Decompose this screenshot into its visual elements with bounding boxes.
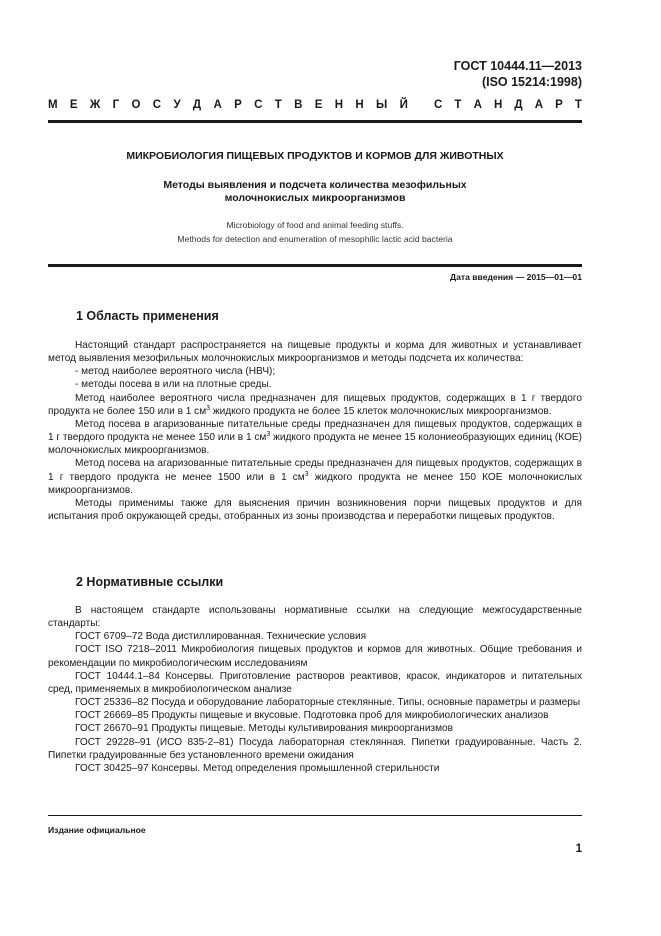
section-1-body <box>48 339 582 523</box>
footer-rule <box>48 815 582 816</box>
standard-type-word-1: М Е Ж Г О С У Д А Р С Т В Е Н Н Ы Й <box>48 99 408 111</box>
introduction-date: Дата введения — 2015—01—01 <box>449 272 582 282</box>
iso-reference: (ISO 15214:1998) <box>481 75 582 89</box>
paragraph: Метод посева в агаризованные питательные среды предназначен для пищевых продуктов, содержащих в 1 г твердого продукта не менее 150 или в 1 $см^3$ жидкого продукта не менее 15 колониеобразующих единиц (КОЕ) молочнокислых микроорганизмов. <box>48 418 583 457</box>
official-edition-label: Издание официальное <box>48 825 146 835</box>
paragraph: В настоящем стандарте использованы нормативные ссылки на следующие межгосударственные стандарты: <box>48 605 582 630</box>
gost-number: ГОСТ 10444.11—2013 <box>453 59 582 73</box>
paragraph: Настоящий стандарт распространяется на пищевые продукты и корма для животных и устанавливает метод выявления мезофильных молочнокислых микроорганизмов и методы подсчета их количества: <box>48 340 582 365</box>
standard-type-word-2: С Т А Н Д А Р Т <box>434 99 582 111</box>
paragraph: Методы применимы также для выяснения причин возникновения порчи пищевых продуктов и для испытания проб окружающей среды, отобранных из зоны производства и переработки пищевых продуктов. <box>48 497 582 523</box>
section-2-body <box>48 604 582 775</box>
english-title-line-1: Microbiology of food and animal feeding stuffs. <box>226 220 404 230</box>
page-number: 1 <box>575 843 582 855</box>
reference-item: ГОСТ 25336–82 Посуда и оборудование лабораторные стеклянные. Типы, основные параметры и размеры <box>75 697 581 709</box>
subtitle-line-2: молочнокислых микроорганизмов <box>224 192 406 204</box>
list-item: - метод наиболее вероятного числа (НВЧ); <box>75 366 276 378</box>
header-rule <box>48 120 582 123</box>
reference-item: ГОСТ 26669–85 Продукты пищевые и вкусовые. Подготовка проб для микробиологических анализов <box>75 710 549 722</box>
section-1-heading: 1 Область применения <box>76 309 219 323</box>
reference-item: ГОСТ 29228–91 (ИСО 835-2–81) Посуда лабораторная стеклянная. Пипетки градуированные. Часть 2. Пипетки градуированные без установленного времени ожидания <box>48 736 582 761</box>
standard-designation <box>454 58 582 90</box>
english-title-line-2: Methods for detection and enumeration of mesophilic lactic acid bacteria <box>177 233 453 244</box>
reference-item: ГОСТ 26670–91 Продукты пищевые. Методы культивирования микроорганизмов <box>75 723 454 735</box>
reference-item: ГОСТ 6709–72 Вода дистиллированная. Технические условия <box>75 631 367 643</box>
reference-item: ГОСТ 10444.1–84 Консервы. Приготовление растворов реактивов, красок, индикаторов и питательных сред, применяемых в микробиологическом анализе <box>48 670 582 695</box>
title-rule <box>48 264 582 267</box>
paragraph: Метод посева на агаризованные питательные среды предназначен для пищевых продуктов, содержащих в 1 г твердого продукта не менее 1500 или в 1 $см^3$ жидкого продукта не менее 150 КОЕ молочнокислых микроорганизмов. <box>48 458 582 496</box>
english-title <box>48 219 582 246</box>
main-title: МИКРОБИОЛОГИЯ ПИЩЕВЫХ ПРОДУКТОВ И КОРМОВ ДЛЯ ЖИВОТНЫХ <box>126 150 504 162</box>
reference-item: ГОСТ ISO 7218–2011 Микробиология пищевых продуктов и кормов для животных. Общие требования и рекомендации по микробиологическим исследованиям <box>48 644 582 669</box>
subtitle-line-1: Методы выявления и подсчета количества мезофильных <box>163 179 467 191</box>
list-item: - методы посева в или на плотные среды. <box>75 379 272 391</box>
section-2-heading: 2 Нормативные ссылки <box>76 575 224 589</box>
subtitle <box>48 179 582 205</box>
paragraph: Метод наиболее вероятного числа предназначен для пищевых продуктов, содержащих в 1 г твердого продукта не более 150 или в 1 $см^3$ жидкого продукта не более 15 клеток молочнокислых микроорганизмов. <box>48 392 582 417</box>
standard-type-line <box>48 99 582 111</box>
reference-item: ГОСТ 30425–97 Консервы. Метод определения промышленной стерильности <box>75 762 440 774</box>
